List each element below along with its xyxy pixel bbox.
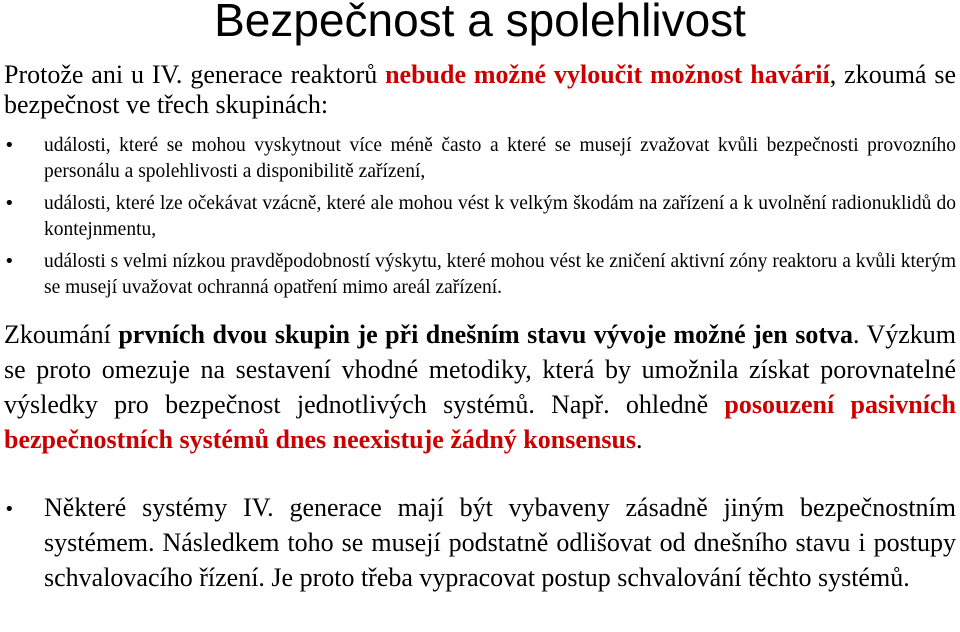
para2-mid: . Výzkum se proto omezuje na sestavení vhodné metodiky, která by umožnila získat porovnatelné výsledky pro bezpečnost jednotlivých systémů. Např. ohledně	[4, 320, 956, 419]
intro-highlight: nebude možné vyloučit možnost havárií	[385, 60, 830, 89]
para2-lead: Zkoumání	[4, 320, 119, 349]
event-groups-list	[0, 133, 956, 307]
bullet-icon: •	[4, 499, 15, 520]
slide-title: Bezpečnost a spolehlivost	[214, 0, 746, 46]
para3-text: Některé systémy IV. generace mají být vybaveny zásadně jiným bezpečnostním systémem. Následkem toho se musejí podstatně odlišovat od dnešního stavu i postupy schvalovacího řízení. Je proto třeba vypracovat postup schvalování těchto systémů.	[44, 493, 956, 592]
bullet-icon: •	[4, 193, 15, 214]
intro-rest: , zkoumá se bezpečnost ve třech skupinách:	[4, 60, 957, 119]
list-item	[0, 191, 956, 243]
list-item-text: události, které se mohou vyskytnout více méně často a které se musejí zvažovat kvůli bezpečnosti provozního personálu a spolehlivosti a disponibilitě zařízení,	[44, 135, 956, 182]
para2-highlight: posouzení pasivních bezpečnostních systémů dnes neexistuje žádný konsensus	[4, 390, 956, 454]
bullet-icon: •	[4, 135, 15, 156]
intro-lead: Protože ani u IV. generace reaktorů	[4, 60, 386, 89]
list-item-text: události s velmi nízkou pravděpodobností výskytu, které mohou vést ke zničení aktivní zóny reaktoru a kvůli kterým se musejí uvažovat ochranná opatření mimo areál zařízení.	[44, 251, 956, 298]
para2-bold: prvních dvou skupin je při dnešním stavu vývoje možné jen sotva	[118, 320, 853, 349]
list-item-text: události, které lze očekávat vzácně, které ale mohou vést k velkým škodám na zařízení a k uvolnění radionuklidů do kontejnmentu,	[44, 193, 956, 240]
intro-paragraph	[4, 60, 956, 120]
list-item	[0, 249, 956, 301]
list-item	[0, 133, 956, 185]
bullet-icon: •	[4, 251, 15, 272]
research-paragraph	[4, 317, 956, 457]
approval-paragraph	[0, 490, 956, 595]
para2-end: .	[636, 425, 643, 454]
